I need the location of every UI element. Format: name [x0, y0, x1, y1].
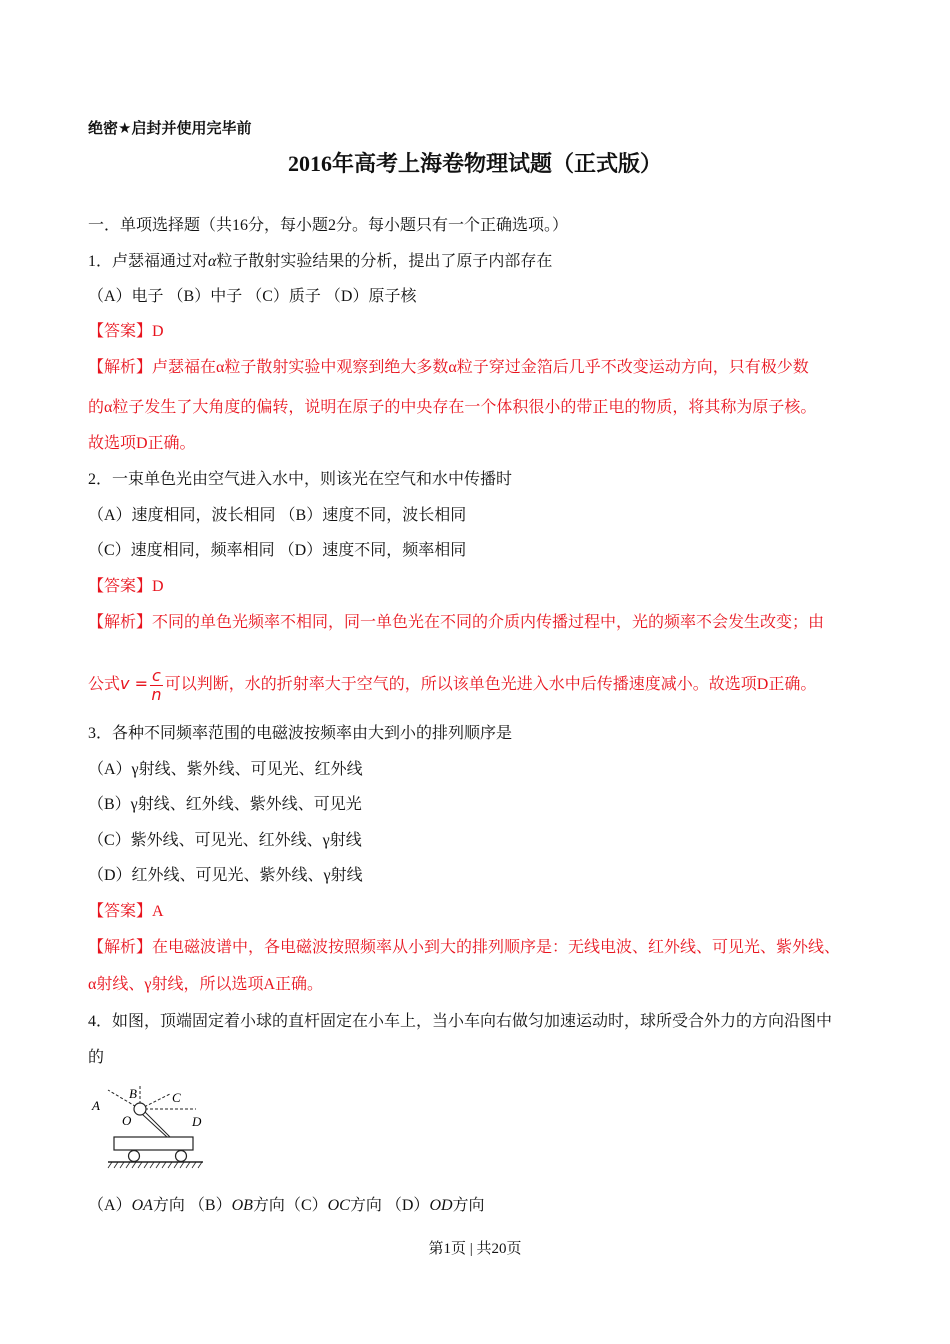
question-3-option-b: （B）γ射线、红外线、紫外线、可见光 — [88, 796, 362, 813]
question-1-analysis-line-1 — [88, 358, 809, 378]
question-3-analysis-line-2: α射线、γ射线，所以选项A正确。 — [88, 976, 324, 993]
analysis-label: 【解析】 — [88, 614, 153, 631]
confidential-label: 绝密★启封并使用完毕前 — [88, 119, 252, 137]
question-3-analysis-line-1 — [88, 938, 840, 958]
analysis-text: 卢瑟福在α粒子散射实验中观察到绝大多数α粒子穿过金箔后几乎不改变运动方向，只有极少数 — [152, 359, 809, 376]
analysis-text: 在电磁波谱中，各电磁波按照频率从小到大的排列顺序是：无线电波、红外线、可见光、紫外线、 — [152, 939, 841, 956]
answer-label: 【答案】 — [88, 323, 153, 340]
label-d: D — [192, 1114, 202, 1129]
question-4-stem-line-1: 4．如图，顶端固定着小球的直杆固定在小车上，当小车向右做匀加速运动时，球所受合外力的方向沿图中 — [88, 1013, 833, 1030]
cart-diagram — [88, 1082, 218, 1172]
question-3-option-a: （A）γ射线、紫外线、可见光、红外线 — [88, 761, 363, 778]
question-3-option-c: （C）紫外线、可见光、红外线、γ射线 — [88, 832, 362, 849]
formula-fraction — [150, 667, 163, 704]
title-text: 2016年高考上海卷物理试题（正式版） — [287, 151, 662, 176]
question-2-stem: 2．一束单色光由空气进入水中，则该光在空气和水中传播时 — [88, 471, 513, 488]
ball-icon — [134, 1103, 146, 1115]
page-title — [0, 150, 950, 178]
option-c: （C）OC方向 — [284, 1197, 382, 1214]
question-2-analysis-line-1 — [88, 613, 824, 633]
question-1-analysis-line-2: 的α粒子发生了大角度的偏转，说明在原子的中央存在一个体积很小的带正电的物质，将其称为原子核。 — [88, 399, 817, 416]
alpha-symbol: α — [208, 253, 217, 270]
analysis-label: 【解析】 — [88, 359, 153, 376]
stem-text: 粒子散射实验结果的分析，提出了原子内部存在 — [216, 253, 553, 270]
question-3-option-d: （D）红外线、可见光、紫外线、γ射线 — [88, 867, 363, 884]
label-a: A — [92, 1098, 100, 1113]
question-2-options-line-1: （A）速度相同，波长相同 （B）速度不同，波长相同 — [88, 507, 467, 524]
question-4-stem-line-2: 的 — [88, 1049, 105, 1066]
question-1-options: （A）电子 （B）中子 （C）质子 （D）原子核 — [88, 288, 417, 305]
question-4-options — [88, 1196, 485, 1216]
question-1-answer — [88, 322, 164, 342]
answer-value: D — [152, 323, 164, 340]
option-d: （D）OD方向 — [385, 1197, 485, 1214]
answer-value: D — [152, 578, 164, 595]
cart-body — [114, 1137, 193, 1150]
answer-value: A — [152, 903, 164, 920]
label-c: C — [172, 1090, 181, 1105]
option-a: （A）OA方向 — [88, 1197, 185, 1214]
analysis-text: 不同的单色光频率不相同，同一单色光在不同的介质内传播过程中，光的频率不会发生改变；由 — [152, 614, 825, 631]
answer-label: 【答案】 — [88, 578, 153, 595]
question-1-analysis-line-3: 故选项D正确。 — [88, 435, 196, 452]
analysis-text: 可以判断，水的折射率大于空气的，所以该单色光进入水中后传播速度减小。故选项D正确。 — [164, 676, 817, 693]
fraction-denominator: n — [151, 684, 162, 704]
page-footer: 第1页 | 共20页 — [428, 1241, 522, 1257]
formula-prefix: 公式 — [88, 676, 121, 693]
answer-label: 【答案】 — [88, 903, 153, 920]
question-2-answer — [88, 577, 164, 597]
analysis-label: 【解析】 — [88, 939, 153, 956]
stem-text: 1．卢瑟福通过对 — [88, 253, 209, 270]
label-b: B — [129, 1086, 137, 1101]
section-heading: 一．单项选择题（共16分，每小题2分。每小题只有一个正确选项。） — [88, 217, 569, 234]
question-1-stem — [88, 252, 552, 272]
question-2-analysis-line-2 — [88, 662, 816, 707]
label-o: O — [122, 1113, 132, 1128]
question-3-stem: 3．各种不同频率范围的电磁波按频率由大到小的排列顺序是 — [88, 725, 513, 742]
question-3-answer — [88, 902, 164, 922]
formula-variable: v = — [120, 674, 148, 693]
fraction-numerator: c — [151, 665, 161, 685]
question-2-options-line-2: （C）速度相同，频率相同 （D）速度不同，频率相同 — [88, 542, 467, 559]
option-b: （B）OB方向 — [188, 1197, 285, 1214]
